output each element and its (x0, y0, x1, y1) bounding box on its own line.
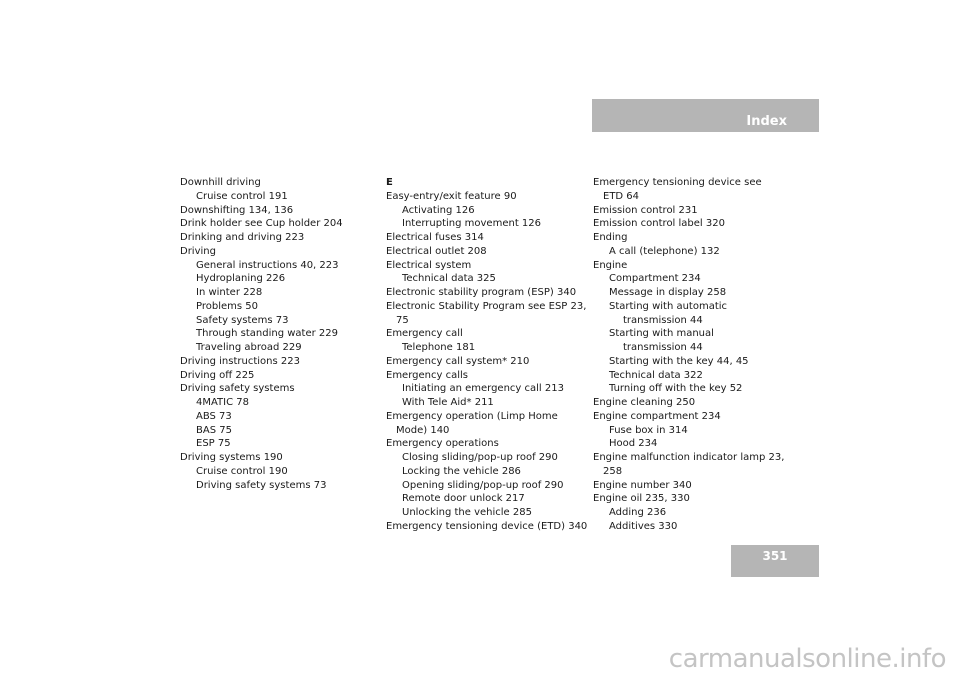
index-entry: Engine (593, 259, 628, 271)
index-entry: Emergency call system* 210 (386, 355, 530, 367)
page-number: 351 (762, 549, 788, 563)
index-entry: A call (telephone) 132 (609, 245, 720, 257)
index-entry: Emergency call (386, 328, 463, 340)
index-entry: Remote door unlock 217 (402, 493, 525, 505)
index-entry: Drink holder see Cup holder 204 (180, 218, 343, 230)
index-entry: BAS 75 (196, 424, 232, 436)
index-entry: Electrical system (386, 259, 472, 271)
index-entry: Technical data 325 (402, 273, 496, 285)
index-entry: General instructions 40, 223 (196, 259, 339, 271)
index-entry: With Tele Aid* 211 (402, 397, 494, 408)
index-entry: Closing sliding/pop-up roof 290 (402, 452, 558, 463)
index-entry: Electrical fuses 314 (386, 232, 484, 243)
index-entry: Interrupting movement 126 (402, 218, 542, 230)
index-entry: Mode) 140 (396, 424, 450, 436)
index-entry: Cruise control 190 (196, 465, 288, 477)
index-column-3 (593, 176, 784, 534)
index-entry: Problems 50 (196, 300, 258, 312)
section-label: Index (746, 114, 787, 129)
index-entry: 75 (396, 314, 409, 326)
index-section-tab (592, 99, 819, 132)
index-entry: Through standing water 229 (196, 328, 339, 340)
watermark: carmanualsonline.info (668, 644, 946, 674)
index-entry: 4MATIC 78 (196, 397, 249, 408)
index-entry: Locking the vehicle 286 (402, 465, 521, 477)
index-entry: Engine oil 235, 330 (593, 493, 690, 505)
index-entry: In winter 228 (196, 287, 263, 298)
index-entry: Driving off 225 (180, 369, 255, 381)
index-entry: Electronic Stability Program see ESP 23, (386, 300, 587, 312)
index-entry: Hood 234 (609, 438, 658, 450)
index-entry: Engine compartment 234 (593, 410, 721, 422)
index-entry: Starting with automatic (609, 300, 728, 312)
index-entry: Driving safety systems (180, 383, 295, 395)
index-column-2 (386, 176, 587, 534)
index-entry: Turning off with the key 52 (609, 383, 743, 395)
index-entry: Emergency operations (386, 438, 499, 450)
index-entry: Ending (593, 232, 628, 243)
index-entry: Initiating an emergency call 213 (402, 383, 564, 395)
index-entry: Engine malfunction indicator lamp 23, (593, 452, 785, 463)
index-entry: Driving systems 190 (180, 452, 283, 463)
index-entry: Technical data 322 (609, 369, 703, 381)
index-entry: Telephone 181 (402, 342, 476, 353)
index-entry: Driving safety systems 73 (196, 479, 327, 491)
index-entry: Emission control label 320 (593, 218, 725, 230)
index-entry: Driving instructions 223 (180, 355, 300, 367)
index-entry: Safety systems 73 (196, 314, 289, 326)
index-column-1 (180, 176, 343, 492)
index-entry: Emergency tensioning device (ETD) 340 (386, 520, 588, 532)
index-entry: Emergency tensioning device see (593, 177, 762, 188)
index-entry: Activating 126 (402, 204, 475, 216)
index-entry: Starting with manual (609, 328, 714, 340)
index-entry: Emergency operation (Limp Home (386, 410, 558, 422)
index-entry: Emergency calls (386, 369, 468, 381)
index-entry: transmission 44 (623, 314, 703, 326)
index-entry: Starting with the key 44, 45 (609, 355, 749, 367)
index-entry: Fuse box in 314 (609, 424, 688, 436)
page-number-box (731, 545, 819, 577)
index-entry: ETD 64 (603, 190, 640, 202)
index-entry: Unlocking the vehicle 285 (402, 507, 532, 518)
index-entry: Easy-entry/exit feature 90 (386, 190, 517, 202)
index-entry: Opening sliding/pop-up roof 290 (402, 479, 564, 491)
index-entry: Compartment 234 (609, 273, 701, 285)
index-entry: ABS 73 (196, 410, 232, 422)
index-entry: Electrical outlet 208 (386, 245, 487, 257)
index-letter-heading: E (386, 177, 393, 188)
index-entry: Engine number 340 (593, 479, 692, 491)
index-entry: transmission 44 (623, 342, 703, 353)
index-entry: Downhill driving (180, 177, 261, 188)
index-entry: Message in display 258 (609, 287, 727, 298)
index-entry: Adding 236 (609, 507, 667, 518)
index-entry: 258 (603, 465, 623, 477)
index-entry: Engine cleaning 250 (593, 397, 696, 408)
index-entry: Cruise control 191 (196, 190, 288, 202)
index-entry: Additives 330 (609, 520, 678, 532)
index-entry: ESP 75 (196, 438, 231, 450)
index-entry: Emission control 231 (593, 204, 698, 216)
index-entry: Hydroplaning 226 (196, 273, 286, 285)
index-entry: Traveling abroad 229 (196, 342, 302, 353)
index-entry: Electronic stability program (ESP) 340 (386, 287, 577, 298)
index-entry: Driving (180, 245, 216, 257)
index-entry: Downshifting 134, 136 (180, 204, 294, 216)
index-entry: Drinking and driving 223 (180, 232, 305, 243)
